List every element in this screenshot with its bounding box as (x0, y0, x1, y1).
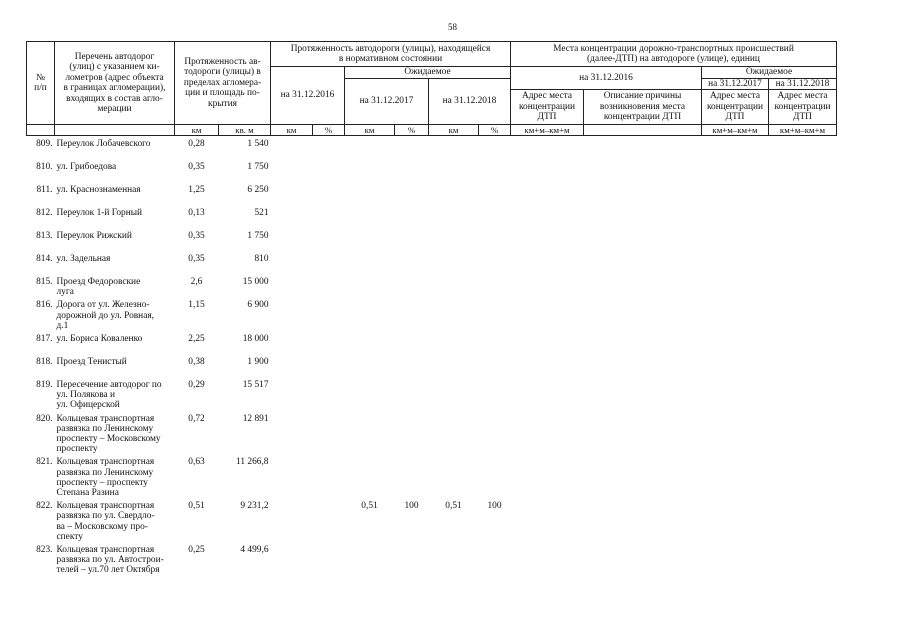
unit-km-2016: км (271, 125, 313, 136)
table-row (27, 498, 837, 542)
km-2017 (345, 205, 395, 228)
km-2017 (345, 159, 395, 182)
dtp-address-2016 (511, 454, 584, 498)
dtp-address-2018 (769, 297, 837, 331)
area-sqm: 1 900 (247, 357, 269, 368)
km-2017 (345, 454, 395, 498)
km-2016 (271, 331, 313, 354)
area-sqm: 18 000 (242, 334, 269, 345)
km-2018 (429, 251, 479, 274)
dtp-address-2016 (511, 182, 584, 205)
km-2018 (429, 411, 479, 455)
pct-2017 (395, 454, 429, 498)
dtp-description (584, 354, 702, 377)
km-2018 (429, 205, 479, 228)
pct-2018 (479, 136, 511, 160)
area-sqm: 9 231,2 (240, 501, 269, 512)
km-2018 (429, 274, 479, 297)
length-km: 0,72 (188, 413, 205, 424)
pct-2018 (479, 411, 511, 455)
length-km: 0,35 (188, 231, 205, 241)
header-road-list: Перечень автодорог (улиц) с указанием ки- лометров (адрес объекта в границах агломерации), входящих в состав агло- мерации (55, 42, 175, 125)
length-km: 1,25 (188, 185, 205, 195)
road-name: ул. Грибоедова (56, 162, 117, 172)
pct-2016 (313, 331, 345, 354)
dtp-description (584, 251, 702, 274)
km-2017 (345, 228, 395, 251)
dtp-address-2017 (702, 354, 769, 377)
pct-2017 (395, 228, 429, 251)
dtp-address-2018 (769, 228, 837, 251)
km-2016 (271, 411, 313, 455)
length-km: 2,25 (188, 334, 205, 345)
km-2018 (429, 454, 479, 498)
table-row (27, 354, 837, 377)
road-name: Кольцевая транспортная развязка по ул. Автострои- телей – ул.70 лет Октября (56, 545, 164, 576)
dtp-address-2018 (769, 136, 837, 160)
dtp-address-2018 (769, 542, 837, 578)
pct-2017: 100 (404, 501, 419, 512)
header-normative-2017: на 31.12.2017 (345, 78, 429, 125)
road-name: Проезд Тенистый (56, 357, 127, 368)
road-name: Кольцевая транспортная развязка по Ленинскому проспекту – Московскому проспекту (56, 413, 161, 455)
dtp-address-2016 (511, 228, 584, 251)
table-row (27, 274, 837, 297)
pct-2018: 100 (487, 501, 502, 512)
dtp-address-2016 (511, 205, 584, 228)
km-2017 (345, 182, 395, 205)
dtp-address-2018 (769, 274, 837, 297)
pct-2016 (313, 411, 345, 455)
dtp-address-2017 (702, 205, 769, 228)
km-2018 (429, 228, 479, 251)
pct-2018 (479, 205, 511, 228)
dtp-address-2016 (511, 297, 584, 331)
table-row (27, 159, 837, 182)
row-number: 820. (36, 413, 53, 424)
dtp-description (584, 274, 702, 297)
km-2017 (345, 331, 395, 354)
dtp-address-2017 (702, 498, 769, 542)
dtp-description (584, 542, 702, 578)
unit-km-2018: км (429, 125, 479, 136)
row-number: 819. (36, 380, 53, 391)
km-2017 (345, 136, 395, 160)
dtp-description (584, 205, 702, 228)
km-2018 (429, 542, 479, 578)
table-header (27, 42, 837, 136)
road-name: Переулок 1-й Горный (56, 208, 143, 218)
pct-2017 (395, 251, 429, 274)
length-km: 0,35 (188, 162, 205, 172)
dtp-description (584, 136, 702, 160)
row-number: 814. (36, 254, 53, 264)
dtp-address-2018 (769, 354, 837, 377)
pct-2016 (313, 377, 345, 411)
dtp-address-2018 (769, 205, 837, 228)
header-address-2016: Адрес места концентрации ДТП (511, 90, 584, 125)
area-sqm: 6 900 (247, 300, 269, 311)
header-description-2016: Описание причины возникновения места концентрации ДТП (584, 90, 702, 125)
row-number: 823. (36, 545, 53, 556)
header-dtp-expected: Ожидаемое (702, 67, 837, 79)
pct-2016 (313, 274, 345, 297)
km-2016 (271, 182, 313, 205)
km-2017 (345, 411, 395, 455)
pct-2016 (313, 297, 345, 331)
area-sqm: 11 266,8 (236, 457, 269, 468)
km-2018 (429, 136, 479, 160)
road-name: ул. Краснознаменная (56, 185, 141, 195)
pct-2017 (395, 159, 429, 182)
pct-2017 (395, 354, 429, 377)
row-number: 822. (36, 501, 53, 512)
header-normative-group: Протяженность автодороги (улицы), находящейся в нормативном состоянии (271, 42, 511, 67)
road-name: Пересечение автодорог по ул. Полякова и ул. Офицерской (56, 380, 162, 411)
pct-2016 (313, 205, 345, 228)
road-name: Кольцевая транспортная развязка по Ленинскому проспекту – проспекту Степана Разина (56, 457, 155, 499)
header-dtp-2017: на 31.12.2017 (702, 78, 769, 90)
dtp-description (584, 411, 702, 455)
km-2016 (271, 542, 313, 578)
table-row (27, 377, 837, 411)
unit-pct-2018: % (479, 125, 511, 136)
row-number: 815. (36, 277, 53, 287)
row-number: 809. (36, 139, 53, 149)
unit-blank-name (55, 125, 175, 136)
pct-2017 (395, 182, 429, 205)
table-row (27, 542, 837, 578)
km-2017 (345, 377, 395, 411)
pct-2018 (479, 454, 511, 498)
table-body (27, 136, 837, 579)
table-row (27, 251, 837, 274)
dtp-address-2017 (702, 274, 769, 297)
length-km: 0,25 (188, 545, 205, 556)
page-number: 58 (448, 22, 457, 32)
dtp-address-2018 (769, 454, 837, 498)
dtp-address-2017 (702, 411, 769, 455)
dtp-address-2017 (702, 159, 769, 182)
length-km: 0,28 (188, 139, 205, 149)
dtp-address-2017 (702, 454, 769, 498)
header-dtp-group: Места концентрации дорожно-транспортных происшествий (далее-ДТП) на автодороге (улице), единиц (511, 42, 837, 67)
dtp-address-2018 (769, 331, 837, 354)
unit-km: км (175, 125, 219, 136)
pct-2017 (395, 136, 429, 160)
table-row (27, 205, 837, 228)
road-name: ул. Задельная (56, 254, 111, 264)
header-dtp-2016: на 31.12.2016 (511, 67, 702, 90)
km-2017 (345, 251, 395, 274)
km-2016 (271, 251, 313, 274)
length-km: 1,15 (188, 300, 205, 311)
header-dtp-2018: на 31.12.2018 (769, 78, 837, 90)
road-name: Переулок Лобачевского (56, 139, 151, 149)
table-row (27, 297, 837, 331)
km-2016 (271, 297, 313, 331)
km-2016 (271, 136, 313, 160)
length-km: 0,51 (188, 501, 205, 512)
dtp-address-2016 (511, 542, 584, 578)
dtp-address-2016 (511, 377, 584, 411)
header-normative-2016: на 31.12.2016 (271, 67, 345, 125)
row-number: 818. (36, 357, 53, 368)
dtp-description (584, 159, 702, 182)
dtp-address-2018 (769, 182, 837, 205)
pct-2018 (479, 542, 511, 578)
dtp-description (584, 228, 702, 251)
km-2017 (345, 274, 395, 297)
road-name: ул. Бориса Коваленко (56, 334, 143, 345)
row-number: 811. (36, 185, 53, 195)
length-km: 0,63 (188, 457, 205, 468)
pct-2016 (313, 498, 345, 542)
road-name: Дорога от ул. Железно- дорожной до ул. Ровная, д.1 (56, 300, 155, 331)
pct-2018 (479, 274, 511, 297)
km-2018 (429, 354, 479, 377)
table-row (27, 136, 837, 160)
length-km: 2,6 (190, 277, 203, 287)
dtp-description (584, 182, 702, 205)
dtp-address-2016 (511, 331, 584, 354)
pct-2016 (313, 354, 345, 377)
pct-2017 (395, 274, 429, 297)
row-number: 817. (36, 334, 53, 345)
header-address-2017: Адрес места концентрации ДТП (702, 90, 769, 125)
area-sqm: 1 540 (247, 139, 269, 149)
dtp-address-2017 (702, 251, 769, 274)
header-address-2018: Адрес места концентрации ДТП (769, 90, 837, 125)
unit-pct-2017: % (395, 125, 429, 136)
table-row (27, 228, 837, 251)
unit-kmm-2018: км+м–км+м (769, 125, 837, 136)
km-2016 (271, 228, 313, 251)
unit-km-2017: км (345, 125, 395, 136)
dtp-description (584, 498, 702, 542)
header-normative-expected: Ожидаемое (345, 67, 511, 79)
km-2016 (271, 159, 313, 182)
road-name: Проезд Федоровские луга (56, 277, 141, 298)
pct-2016 (313, 159, 345, 182)
km-2018 (429, 331, 479, 354)
area-sqm: 810 (254, 254, 269, 264)
km-2018: 0,51 (445, 501, 462, 512)
unit-kmm-2016: км+м–км+м (511, 125, 584, 136)
pct-2018 (479, 251, 511, 274)
header-length-area: Протяженность ав- тодороги (улицы) в пределах агломера- ции и площадь по- крытия (175, 42, 271, 125)
area-sqm: 1 750 (247, 231, 269, 241)
km-2017: 0,51 (361, 501, 378, 512)
dtp-address-2017 (702, 377, 769, 411)
dtp-address-2016 (511, 274, 584, 297)
dtp-address-2018 (769, 251, 837, 274)
km-2016 (271, 205, 313, 228)
area-sqm: 15 000 (242, 277, 269, 287)
row-number: 810. (36, 162, 53, 172)
area-sqm: 521 (254, 208, 269, 218)
header-normative-2018: на 31.12.2018 (429, 78, 511, 125)
length-km: 0,29 (188, 380, 205, 391)
km-2016 (271, 377, 313, 411)
pct-2017 (395, 205, 429, 228)
area-sqm: 6 250 (247, 185, 269, 195)
pct-2017 (395, 297, 429, 331)
dtp-address-2016 (511, 136, 584, 160)
area-sqm: 4 499,6 (240, 545, 269, 556)
pct-2016 (313, 454, 345, 498)
km-2017 (345, 542, 395, 578)
road-name: Кольцевая транспортная развязка по ул. Свердло- ва – Московскому про- спекту (56, 501, 155, 542)
pct-2018 (479, 331, 511, 354)
dtp-description (584, 454, 702, 498)
pct-2017 (395, 542, 429, 578)
table-row (27, 411, 837, 455)
dtp-description (584, 331, 702, 354)
pct-2017 (395, 331, 429, 354)
dtp-address-2018 (769, 411, 837, 455)
area-sqm: 15 517 (242, 380, 269, 391)
dtp-address-2017 (702, 136, 769, 160)
table-row (27, 331, 837, 354)
row-number: 816. (36, 300, 53, 311)
row-number: 812. (36, 208, 53, 218)
road-name: Переулок Рижский (56, 231, 132, 241)
km-2016 (271, 354, 313, 377)
pct-2018 (479, 377, 511, 411)
pct-2016 (313, 251, 345, 274)
dtp-address-2018 (769, 159, 837, 182)
dtp-address-2016 (511, 411, 584, 455)
area-sqm: 1 750 (247, 162, 269, 172)
pct-2018 (479, 159, 511, 182)
pct-2016 (313, 182, 345, 205)
dtp-address-2017 (702, 182, 769, 205)
dtp-address-2018 (769, 377, 837, 411)
km-2018 (429, 159, 479, 182)
km-2016 (271, 498, 313, 542)
dtp-address-2017 (702, 542, 769, 578)
unit-blank-desc (584, 125, 702, 136)
table-row (27, 454, 837, 498)
dtp-address-2017 (702, 331, 769, 354)
dtp-description (584, 297, 702, 331)
dtp-address-2017 (702, 297, 769, 331)
dtp-address-2016 (511, 251, 584, 274)
km-2016 (271, 274, 313, 297)
units-row (27, 125, 837, 136)
km-2016 (271, 454, 313, 498)
row-number: 813. (36, 231, 53, 241)
pct-2017 (395, 411, 429, 455)
pct-2016 (313, 542, 345, 578)
pct-2016 (313, 228, 345, 251)
row-number: 821. (36, 457, 53, 468)
dtp-address-2017 (702, 228, 769, 251)
pct-2016 (313, 136, 345, 160)
length-km: 0,13 (188, 208, 205, 218)
dtp-address-2016 (511, 159, 584, 182)
km-2018 (429, 377, 479, 411)
km-2018 (429, 182, 479, 205)
road-table (26, 41, 837, 578)
km-2017 (345, 354, 395, 377)
dtp-address-2018 (769, 498, 837, 542)
pct-2018 (479, 182, 511, 205)
area-sqm: 12 891 (242, 413, 269, 424)
length-km: 0,35 (188, 254, 205, 264)
dtp-address-2016 (511, 498, 584, 542)
table-row (27, 182, 837, 205)
dtp-address-2016 (511, 354, 584, 377)
pct-2017 (395, 377, 429, 411)
length-km: 0,38 (188, 357, 205, 368)
pct-2018 (479, 228, 511, 251)
unit-pct-2016: % (313, 125, 345, 136)
km-2017 (345, 297, 395, 331)
header-number: № п/п (27, 42, 55, 125)
pct-2018 (479, 354, 511, 377)
unit-blank-num (27, 125, 55, 136)
dtp-description (584, 377, 702, 411)
unit-kmm-2017: км+м–км+м (702, 125, 769, 136)
km-2018 (429, 297, 479, 331)
unit-sqm: кв. м (219, 125, 271, 136)
pct-2018 (479, 297, 511, 331)
